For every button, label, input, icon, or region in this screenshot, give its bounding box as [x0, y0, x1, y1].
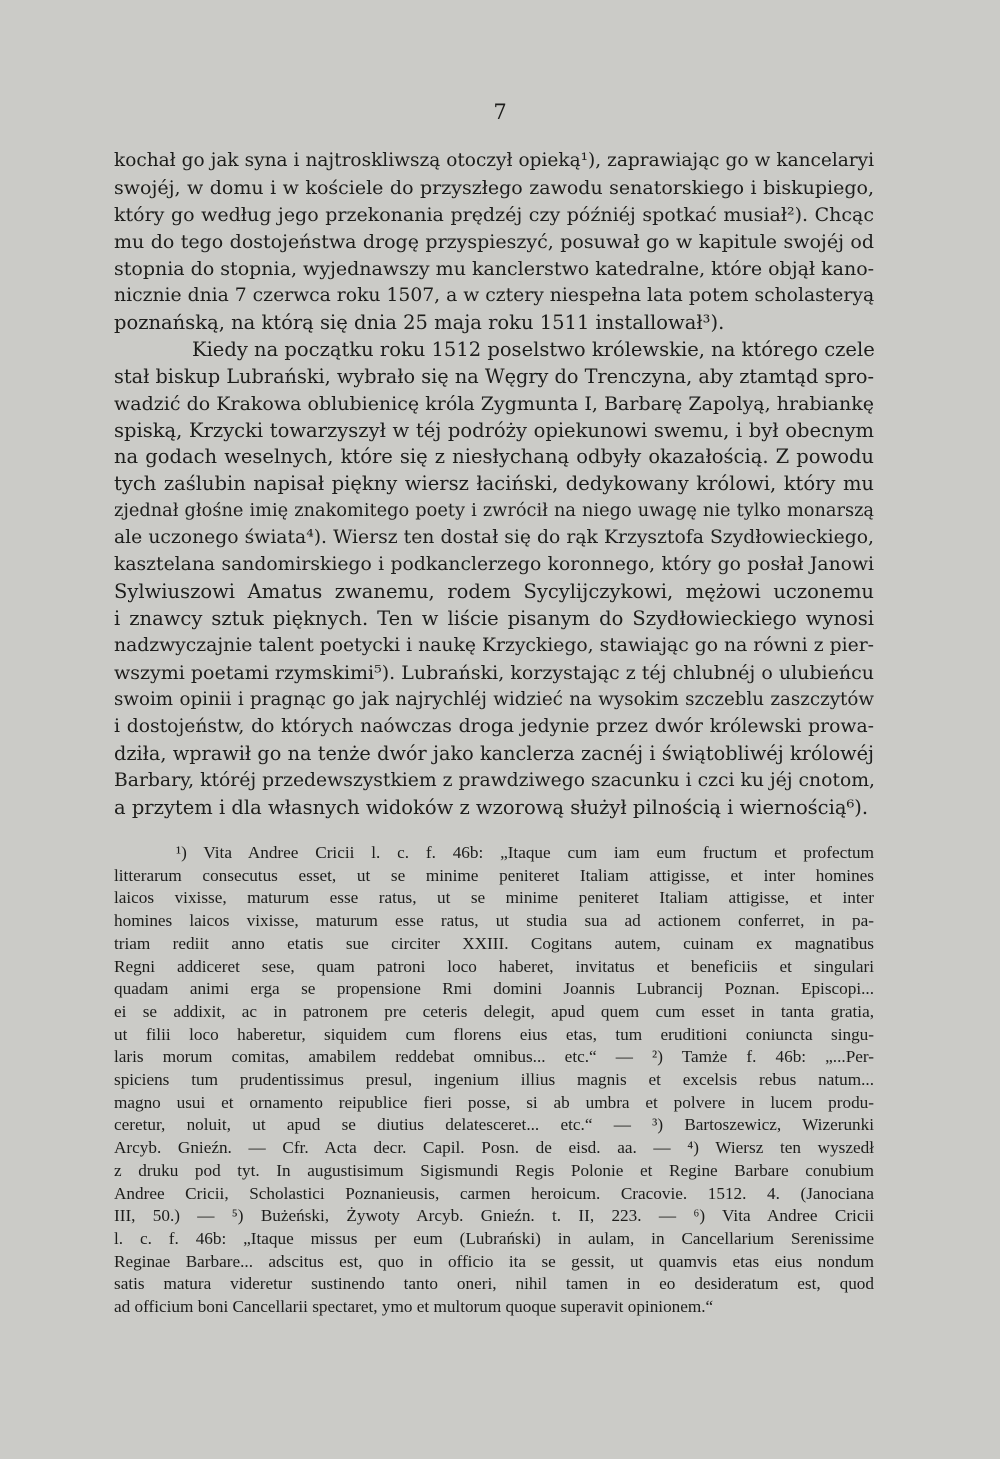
footnote-line: quadam animi erga se propensione Rmi domini Joannis Lubrancij Poznan. Episcopi... — [114, 979, 874, 999]
footnote-line: triam rediit anno etatis sue circiter XXIII. Cogitans autem, cuinam ex magnatibus — [114, 933, 874, 953]
footnote-line: ei se addixit, ac in patronem pre ceteris delegit, apud quem cum esset in tanta gratia, — [114, 1001, 874, 1021]
text-line: Barbary, któréj przedewszystkiem z prawdziwego szacunku i czci ku jéj cnotom, — [114, 769, 875, 791]
text-line: kasztelana sandomirskiego i podkanclerzego koronnego, który go posłał Janowi — [114, 554, 874, 576]
footnote-line: l. c. f. 46b: „Itaque missus per eum (Lubrański) in aulam, in Cancellarium Serenissime — [114, 1228, 874, 1248]
text-line: swojéj, w domu i w kościele do przyszłego zawodu senatorskiego i biskupiego, — [114, 176, 874, 199]
text-line: wadzić do Krakowa oblubienicę króla Zygmunta I, Barbarę Zapolyą, hrabiankę — [114, 392, 874, 415]
footnotes-block — [114, 842, 874, 1319]
page-number: 7 — [493, 100, 507, 124]
footnote-line: Regni addiceret sese, quam patroni loco haberet, invitatus et beneficiis et singulari — [114, 956, 874, 976]
footnote-line: Andree Cricii, Scholastici Poznanieusis, carmen heroicum. Cracovie. 1512. 4. (Janociana — [114, 1183, 874, 1203]
footnote-line: Reginae Barbare... adscitus est, quo in officio ita se gessit, ut quamvis etas eius nondum — [114, 1251, 874, 1271]
text-line: i dostojeństw, do których naówczas droga jedynie przez dwór królewski prowa- — [114, 716, 874, 738]
footnote-line: ad officium boni Cancellarii spectaret, ymo et multorum quoque superavit opinionem.“ — [114, 1297, 714, 1317]
text-line: kochał go jak syna i najtroskliwszą otoczył opieką¹), zaprawiając go w kancelaryi — [114, 150, 874, 171]
footnote-line: laris morum comitas, amabilem reddebat omnibus... etc.“ — ²) Tamże f. 46b: „...Per- — [114, 1047, 874, 1067]
text-line: a przytem i dla własnych widoków z wzorową służył pilnością i wiernością⁶). — [114, 795, 869, 819]
text-line: i znawcy sztuk pięknych. Ten w liście pisanym do Szydłowieckiego wynosi — [114, 607, 874, 631]
footnote-line: Arcyb. Gnieźn. — Cfr. Acta decr. Capil. Posn. de eisd. aa. — ⁴) Wiersz ten wyszedł — [114, 1138, 874, 1158]
text-line: spiską, Krzycki towarzyszył w téj podróży opiekunowi swemu, i był obecnym — [114, 418, 874, 442]
footnote-line: satis matura videretur sustinendo tanto oneri, nihil tamen in eo desideratum est, quod — [114, 1274, 874, 1294]
text-line: wszymi poetami rzymskimi⁵). Lubrański, korzystając z téj chlubnéj o ulubieńcu — [114, 662, 874, 685]
text-line: nicznie dnia 7 czerwca roku 1507, a w cztery niespełna lata potem scholasteryą — [114, 284, 875, 306]
footnote-line: laicos vixisse, maturum esse ratus, ut se minime peniteret Italiam attigisse, et inter — [114, 888, 874, 908]
text-line: poznańską, na którą się dnia 25 maja roku 1511 installował³). — [114, 310, 725, 334]
footnote-line: z druku pod tyt. In augustisimum Sigismundi Regis Polonie et Regine Barbare conubium — [114, 1160, 874, 1180]
footnote-line: litterarum consecutus esset, ut se minime peniteret Italiam attigisse, et inter homines — [114, 865, 874, 885]
footnote-line: ¹) Vita Andree Cricii l. c. f. 46b: „Itaque cum iam eum fructum et profectum — [176, 843, 874, 862]
text-line: zjednał głośne imię znakomitego poety i zwrócił na niego uwagę nie tylko monarszą — [114, 501, 874, 522]
text-line: stopnia do stopnia, wyjednawszy mu kanclerstwo katedralne, które objął kano- — [114, 257, 875, 280]
text-line: który go według jego przekonania prędzéj czy późniéj spotkać musiał²). Chcąc — [114, 203, 874, 226]
text-line: Sylwiuszowi Amatus zwanemu, rodem Sycylijczykowi, mężowi uczonemu — [114, 580, 874, 604]
footnote-line: spiciens tum prudentissimus presul, ingenium illius magnis et excelsis rebus natum... — [114, 1070, 874, 1090]
text-line: mu do tego dostojeństwa drogę przyspieszyć, posuwał go w kapitule swojéj od — [114, 230, 874, 253]
main-text-block — [114, 148, 874, 822]
footnote-line: homines laicos vixisse, maturum esse ratus, ut studia sua ad actionem conferret, in pa- — [114, 911, 874, 931]
text-line: na godach weselnych, które się z niesłychaną odbyły okazałością. Z powodu — [114, 445, 874, 469]
paragraph-start-line: Kiedy na początku roku 1512 poselstwo królewskie, na którego czele — [192, 337, 875, 361]
text-line: stał biskup Lubrański, wybrało się na Węgry do Trenczyna, aby ztamtąd spro- — [114, 364, 874, 388]
text-line: swoim opinii i pragnąc go jak najrychléj widzieć na wysokim szczeblu zaszczytów — [114, 689, 874, 711]
text-line: tych zaślubin napisał piękny wiersz łaciński, dedykowany królowi, który mu — [114, 472, 874, 496]
text-line: ale uczonego świata⁴). Wiersz ten dostał się do rąk Krzysztofa Szydłowieckiego, — [114, 527, 874, 549]
footnote-line: magno usui et ornamento reipublice fieri posse, si ab umbra et polvere in lucem produ- — [114, 1092, 874, 1112]
footnote-line: ceretur, noluit, ut apud se diutius delatesceret... etc.“ — ³) Bartoszewicz, Wizerunki — [114, 1115, 874, 1135]
text-line: dziła, wprawił go na tenże dwór jako kanclerza zacnéj i świątobliwéj królowéj — [114, 741, 874, 765]
text-line: nadzwyczajnie talent poetycki i naukę Krzyckiego, stawiając go na równi z pier- — [114, 635, 874, 657]
footnote-line: III, 50.) — ⁵) Bużeński, Żywoty Arcyb. Gnieźn. t. II, 223. — ⁶) Vita Andree Cricii — [114, 1206, 874, 1226]
footnote-line: ut filii loco haberetur, siquidem cum florens eius etas, tum eruditioni coniuncta singu- — [114, 1024, 874, 1044]
